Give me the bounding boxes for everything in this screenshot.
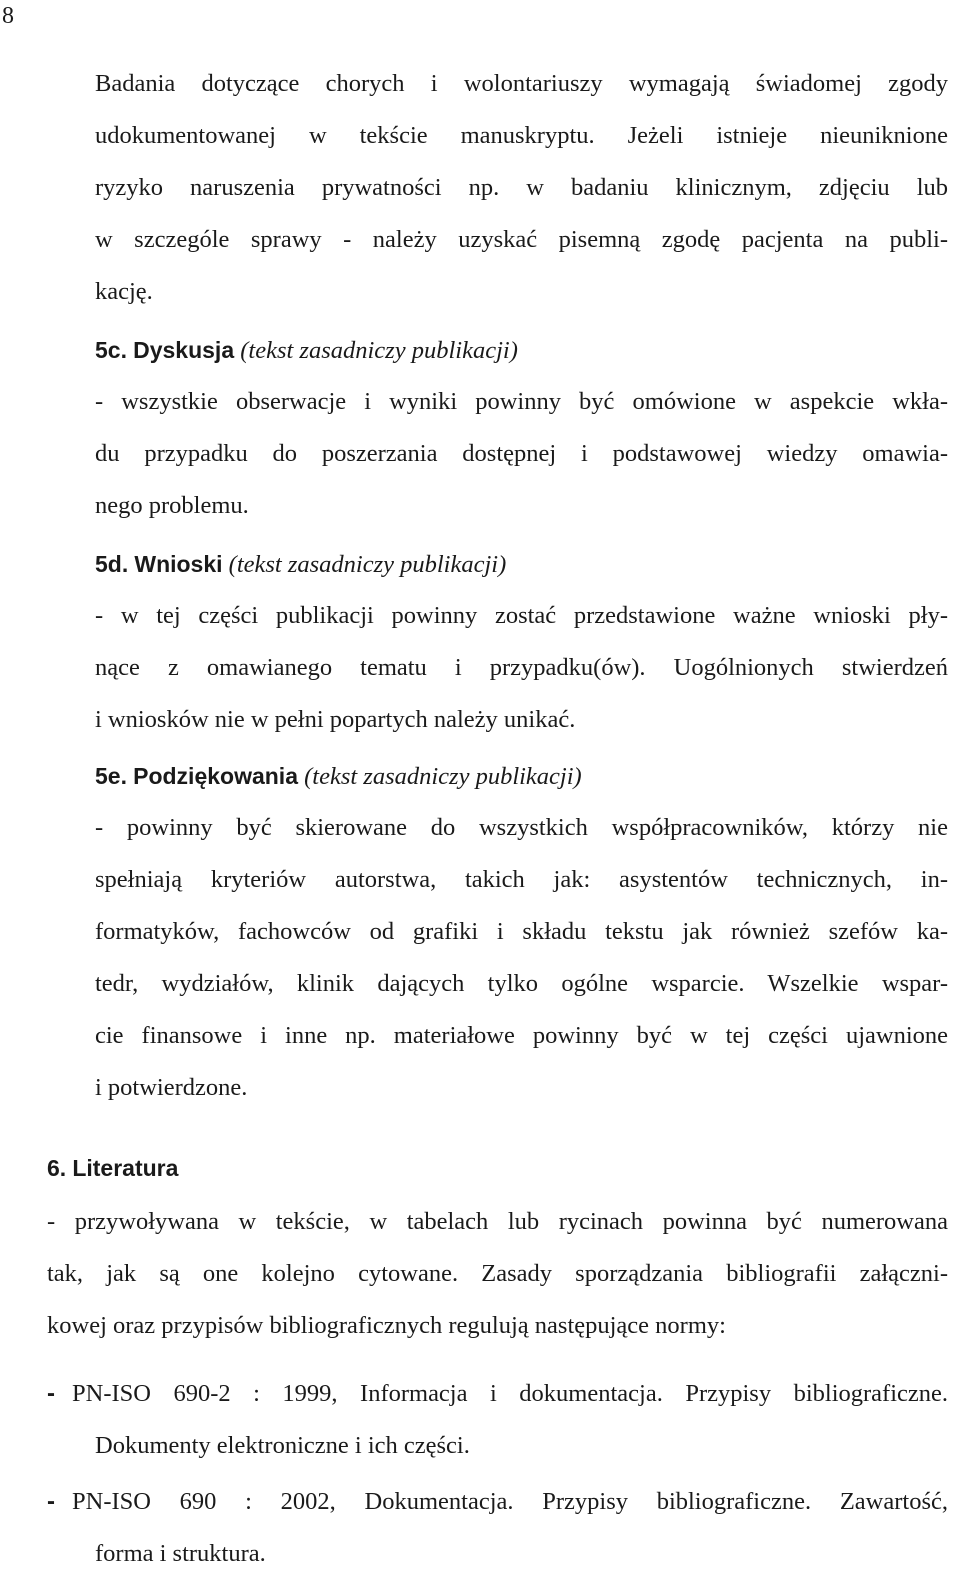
section-number: 5c. xyxy=(95,337,127,363)
text-line: tak, jak są one kolejno cytowane. Zasady sporządzania bibliografii załączni- xyxy=(47,1260,948,1287)
section-title: Dyskusja xyxy=(133,337,235,363)
text-line: - w tej części publikacji powinny zostać przedstawione ważne wnioski pły- xyxy=(95,602,948,629)
text-line: i wniosków nie w pełni popartych należy unikać. xyxy=(95,706,576,733)
section-heading xyxy=(95,334,948,367)
section-number: 5d. xyxy=(95,551,129,577)
section-number: 5e. xyxy=(95,763,127,789)
text-line: nące z omawianego tematu i przypadku(ów). Uogólnionych stwierdzeń xyxy=(95,654,948,681)
text-line: udokumentowanej w tekście manuskryptu. Jeżeli istnieje nieuniknione xyxy=(95,122,948,149)
page-number: 8 xyxy=(2,3,14,29)
text-line: Dokumenty elektroniczne i ich części. xyxy=(95,1432,470,1459)
text-line: cie finansowe i inne np. materiałowe powinny być w tej części ujawnione xyxy=(95,1022,948,1049)
text-line: tedr, wydziałów, klinik dających tylko ogólne wsparcie. Wszelkie wspar- xyxy=(95,970,948,997)
text-line: kowej oraz przypisów bibliograficznych regulują następujące normy: xyxy=(47,1312,726,1339)
text-line: formatyków, fachowców od grafiki i składu tekstu jak również szefów ka- xyxy=(95,918,948,945)
section-title: Literatura xyxy=(72,1155,179,1181)
text-line: w szczególe sprawy - należy uzyskać pisemną zgodę pacjenta na publi- xyxy=(95,226,948,253)
text-line: ryzyko naruszenia prywatności np. w badaniu klinicznym, zdjęciu lub xyxy=(95,174,948,201)
section-title: Podziękowania xyxy=(133,763,298,789)
section-heading xyxy=(95,760,948,793)
text-line: forma i struktura. xyxy=(95,1540,266,1567)
section-heading xyxy=(95,548,948,581)
text-line: PN-ISO 690 : 2002, Dokumentacja. Przypisy bibliograficzne. Zawartość, xyxy=(72,1488,948,1515)
section-note: (tekst zasadniczy publikacji) xyxy=(240,337,518,364)
text-line: spełniają kryteriów autorstwa, takich jak: asystentów technicznych, in- xyxy=(95,866,948,893)
list-bullet: - xyxy=(47,1380,55,1407)
section-number: 6. xyxy=(47,1155,67,1181)
text-line: kację. xyxy=(95,278,153,305)
section-heading xyxy=(47,1152,948,1185)
text-line: i potwierdzone. xyxy=(95,1074,248,1101)
text-line: - przywoływana w tekście, w tabelach lub rycinach powinna być numerowana xyxy=(47,1208,948,1235)
section-title: Wnioski xyxy=(134,551,223,577)
section-note: (tekst zasadniczy publikacji) xyxy=(228,551,507,578)
list-bullet: - xyxy=(47,1488,55,1515)
section-note: (tekst zasadniczy publikacji) xyxy=(304,763,582,790)
text-line: nego problemu. xyxy=(95,492,249,519)
text-line: - powinny być skierowane do wszystkich współpracowników, którzy nie xyxy=(95,814,948,841)
text-line: PN-ISO 690-2 : 1999, Informacja i dokumentacja. Przypisy bibliograficzne. xyxy=(72,1380,948,1407)
text-line: - wszystkie obserwacje i wyniki powinny być omówione w aspekcie wkła- xyxy=(95,388,948,415)
text-line: du przypadku do poszerzania dostępnej i podstawowej wiedzy omawia- xyxy=(95,440,948,467)
text-line: Badania dotyczące chorych i wolontariuszy wymagają świadomej zgody xyxy=(95,70,948,97)
